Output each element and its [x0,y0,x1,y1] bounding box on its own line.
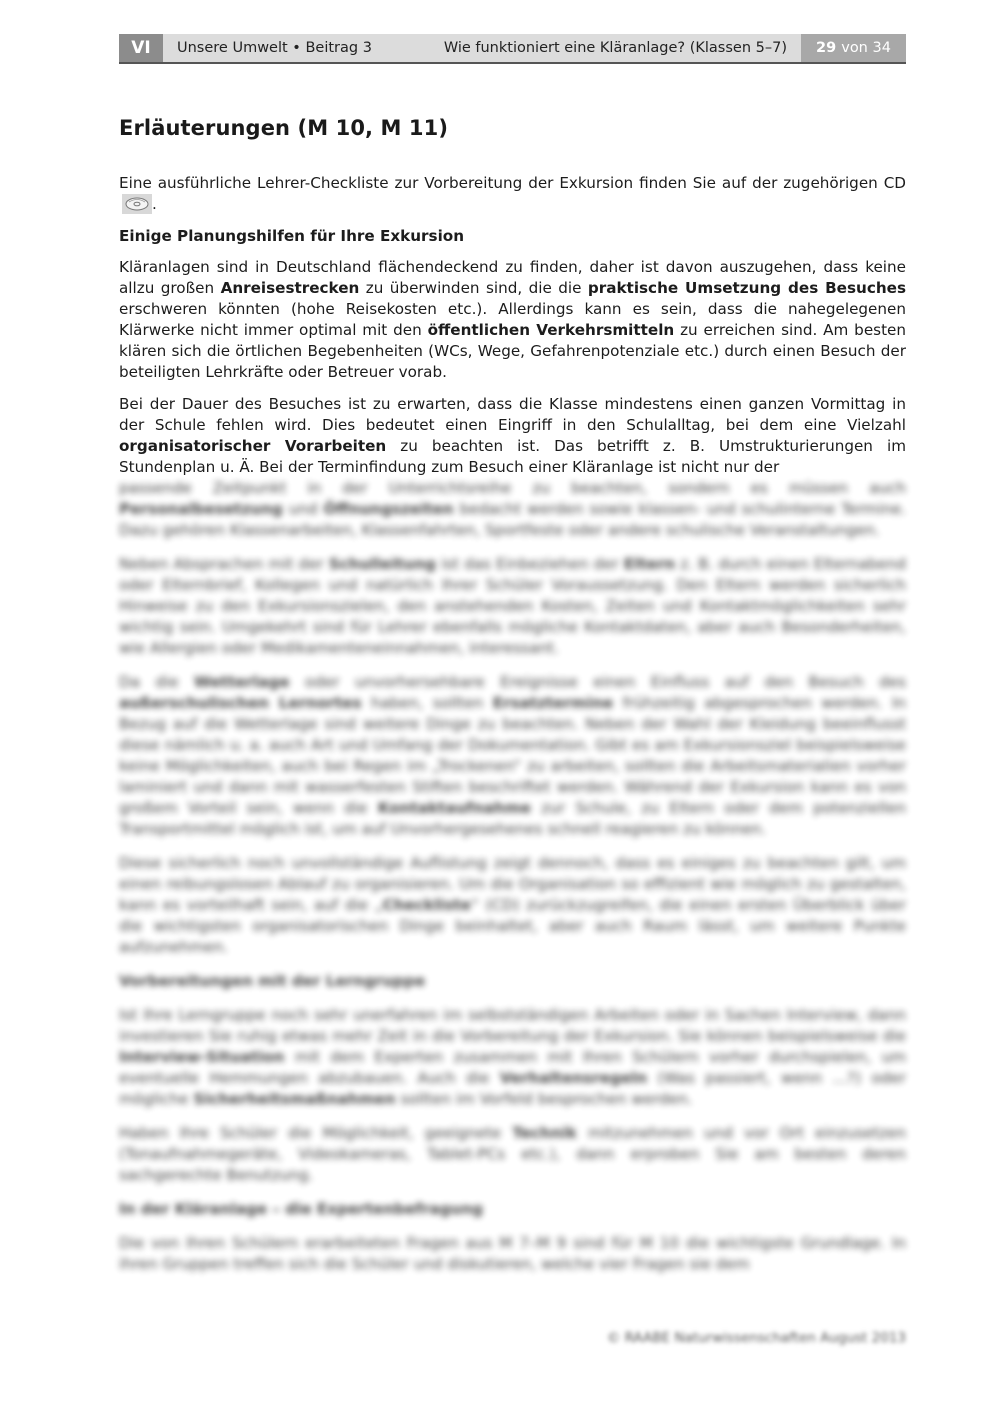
planning-paragraph-2-visible: Bei der Dauer des Besuches ist zu erwarten, dass die Klasse mindestens einen ganzen Vormittag in der Schule fehlen wird. Dies bedeutet einen Eingriff in den Schulalltag, bei dem eine Vielzahl organisatorischer Vorarbeiten zu beachten ist. Das betrifft z. B. Umstrukturierungen im Stundenplan u. Ä. Bei der Terminfindung zum Besuch einer Kläranlage ist nicht nur der [119,395,906,476]
header-rule [119,62,906,64]
topic-title: Wie funktioniert eine Kläranlage? (Klassen 5–7) [443,40,787,56]
preparation-paragraph-1: Ist Ihre Lerngruppe noch sehr unerfahren im selbstständigen Arbeiten oder in Sachen Interview, dann investieren Sie ruhig etwas mehr Zeit in die Vorbereitung der Exkursion. Sie können beispielsweise die Interview-Situation mit dem Experten zusammen mit Ihren Schülern vorher durchspielen, um eventuelle Hemmungen abzubauen. Auch die Verhaltensregeln (Was passiert, wenn ...?) oder mögliche Sicherheitsmaßnahmen sollten im Vorfeld besprochen werden. [119,1006,906,1108]
page-title: Erläuterungen (M 10, M 11) [119,116,449,140]
blurred-region [119,478,906,1275]
planning-paragraph-2-blurred: passende Zeitpunkt in der Unterrichtsreihe zu beachten, sondern es müssen auch Personalbesetzung und Öffnungszeiten bedacht werden sowie klassen- und schulinterne Termine. Dazu gehören Klassenarbeiten, Klassenfahrten, Sportfeste oder andere schulische Veranstaltungen. [119,479,906,539]
planning-paragraph-5: Diese sicherlich noch unvollständige Auflistung zeigt dennoch, dass es einiges zu beachten gilt, um einen reibungslosen Ablauf zu organisieren. Um die Organisation so effizient wie möglich zu gestalten, kann es vorteilhaft sein, auf die „Checkliste“ (CD) zurückzugreifen, die einen ersten Überblick über die wichtigsten organisatorischen Dinge beinhaltet, aber auch Raum lässt, um weitere Punkte aufzunehmen. [119,854,906,956]
cd-icon [122,194,152,214]
planning-heading: Einige Planungshilfen für Ihre Exkursion [119,227,465,245]
planning-paragraph-3: Neben Absprachen mit der Schulleitung ist das Einbeziehen der Eltern z. B. durch einen Elternabend oder Elternbrief, Kollegen und natürlich Ihrer Schüler Voraussetzung. Den Eltern werden sicherlich Hinweise zu den Exkursionszielen, den anstehenden Kosten, Zeiten und Kontaktmöglichkeiten sehr wichtig sein. Umgekehrt sind für Lehrer ebenfalls mögliche Kontaktdaten, aber auch Besonderheiten, wie Allergien oder Medikamenteneinnahmen, interessant. [119,555,906,657]
planning-paragraph-1: Kläranlagen sind in Deutschland flächendeckend zu finden, daher ist davon auszugehen, dass keine allzu großen Anreisestrecken zu überwinden sind, die die praktische Umsetzung des Besuches erschweren könnten (hohe Reisekosten etc.). Allerdings kann es sein, dass die nahegelegenen Klärwerke nicht immer optimal mit den öffentlichen Verkehrsmitteln zu erreichen sind. Am besten klären sich die örtlichen Begebenheiten (WCs, Wege, Gefahrenpotenziale etc.) durch einen Besuch der beteiligten Lehrkräfte oder Betreuer vorab. [119,258,907,381]
page-total: von 34 [841,40,891,56]
page-header [119,34,906,62]
plant-heading: In der Kläranlage – die Expertenbefragung [119,1200,484,1218]
plant-paragraph-1: Die von Ihren Schülern erarbeiteten Fragen aus M 7–M 9 sind für M 10 die wichtigste Grundlage. In ihren Gruppen treffen sich die Schüler und diskutieren, welche vier Fragen sie dem [119,1234,906,1273]
preparation-heading: Vorbereitungen mit der Lerngruppe [119,972,426,990]
intro-paragraph: Eine ausführliche Lehrer-Checkliste zur Vorbereitung der Exkursion finden Sie auf der zugehörigen CD . [119,174,906,213]
page-indicator [801,34,906,62]
series-title: Unsere Umwelt • Beitrag 3 [177,40,372,56]
page-footer: © RAABE Naturwissenschaften August 2013 [606,1330,906,1346]
preparation-paragraph-2: Haben Ihre Schüler die Möglichkeit, geeignete Technik mitzunehmen und vor Ort einzusetzen (Tonaufnahmegeräte, Videokameras, Tablet-PCs etc.), dann erproben Sie am besten deren sachgerechte Benutzung. [119,1124,906,1184]
page-content [119,116,906,1288]
page-number: 29 [816,40,837,56]
planning-paragraph-4: Da die Wetterlage oder unvorhersehbare Ereignisse einen Einfluss auf den Besuch des außerschulischen Lernortes haben, sollten Ersatztermine frühzeitig abgesprochen werden. In Bezug auf die Wetterlage sind weitere Dinge zu beachten. Neben der Wahl der Kleidung beeinflusst diese nämlich u. a. auch Art und Umfang der Dokumentation. Gibt es am Exkursionsziel beispielsweise keine Möglichkeiten, auch bei Regen im „Trockenen“ zu arbeiten, sollten die Arbeitsmaterialien vorher laminiert und dann mit wasserfesten Stiften beschriftet werden. Während der Exkursion kann es von großem Vorteil sein, wenn die Kontaktaufnahme zur Schule, zu Eltern oder dem potenziellen Transportmittel möglich ist, um auf Unvorhergesehenes schnell reagieren zu können. [119,673,907,838]
section-badge: VI [119,34,163,62]
